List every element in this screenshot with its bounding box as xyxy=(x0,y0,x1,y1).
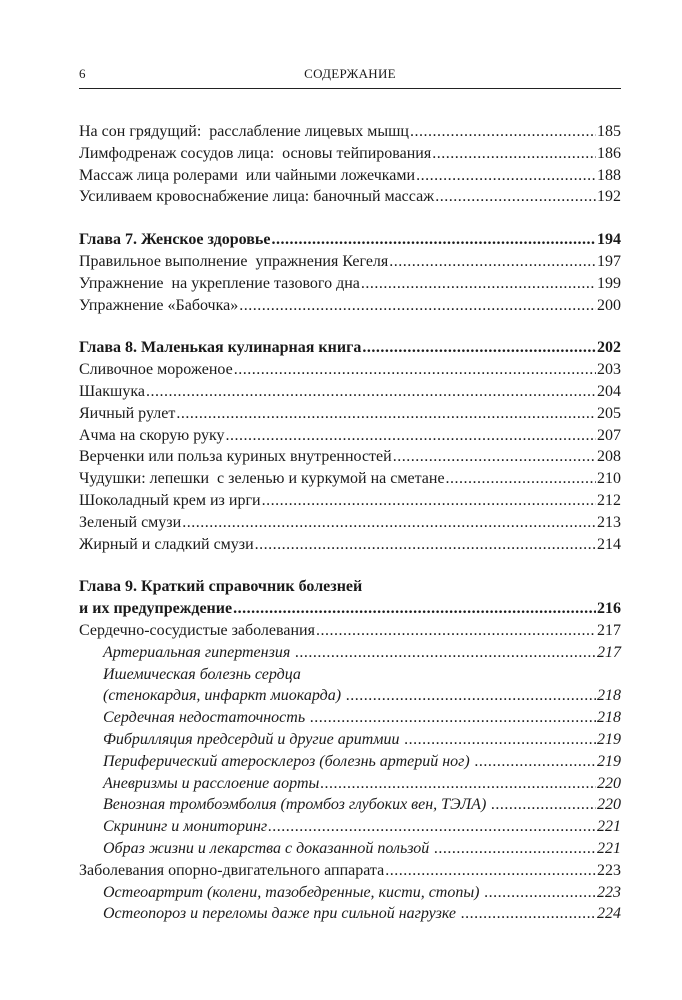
toc-entry-title: Сердечно-сосудистые заболевания xyxy=(79,621,315,639)
toc-subentry[interactable] xyxy=(79,729,621,751)
chapter-title: Глава 7. Женское здоровье xyxy=(79,231,271,249)
dot-leader xyxy=(295,642,596,664)
toc-entry-page: 223 xyxy=(597,861,621,879)
toc-subentry[interactable] xyxy=(79,838,621,860)
dot-leader xyxy=(405,729,596,751)
toc-entry-page: 220 xyxy=(597,796,621,814)
toc-subentry[interactable] xyxy=(79,794,621,816)
toc-section-cardio[interactable] xyxy=(79,620,621,642)
subentry-title-line-1: Ишемическая болезнь сердца xyxy=(103,665,301,683)
dot-leader xyxy=(362,337,596,359)
chapter-page: 194 xyxy=(597,231,621,249)
toc-entry-title: Заболевания опорно-двигательного аппарата xyxy=(79,861,385,879)
toc-entry-title: Артериальная гипертензия xyxy=(103,643,295,661)
dot-leader xyxy=(176,403,596,425)
toc-entry-title: Сердечная недостаточность xyxy=(103,709,310,727)
toc-entry-page: 221 xyxy=(597,818,621,836)
toc-entry-page: 221 xyxy=(597,839,621,857)
dot-leader xyxy=(268,816,596,838)
toc-entry-title: Яичный рулет xyxy=(79,404,176,422)
toc-entry[interactable] xyxy=(79,446,621,468)
dot-leader xyxy=(416,165,596,187)
toc-entry-page: 218 xyxy=(597,709,621,727)
dot-leader xyxy=(346,685,596,707)
table-of-contents xyxy=(79,121,621,925)
dot-leader xyxy=(146,381,596,403)
dot-leader xyxy=(182,512,596,534)
toc-entry-title: Массаж лица ролерами или чайными ложечками xyxy=(79,166,416,184)
dot-leader xyxy=(434,838,596,860)
toc-entry-page: 207 xyxy=(597,426,621,444)
toc-entry[interactable] xyxy=(79,143,621,165)
dot-leader xyxy=(255,534,596,556)
toc-entry-page: 214 xyxy=(597,535,621,553)
toc-entry-page: 219 xyxy=(597,730,621,748)
dot-leader xyxy=(432,143,596,165)
toc-entry[interactable] xyxy=(79,425,621,447)
toc-entry-title: Сливочное мороженое xyxy=(79,361,233,379)
page-number: 6 xyxy=(79,66,86,81)
toc-entry-title: Усиливаем кровоснабжение лица: баночный массаж xyxy=(79,188,435,206)
toc-entry-title: Фибрилляция предсердий и другие аритмии xyxy=(103,730,404,748)
toc-entry-page: 197 xyxy=(597,252,621,270)
toc-entry-title: Упражнение на укрепление тазового дна xyxy=(79,274,360,292)
toc-entry-title: Упражнение «Бабочка» xyxy=(79,296,239,314)
toc-entry[interactable] xyxy=(79,381,621,403)
dot-leader xyxy=(393,446,596,468)
toc-entry-title: Шоколадный крем из ирги xyxy=(79,491,261,509)
toc-entry[interactable] xyxy=(79,121,621,143)
dot-leader xyxy=(446,468,596,490)
section-gap xyxy=(79,316,621,337)
toc-chapter-7[interactable] xyxy=(79,229,621,251)
toc-entry-page: 205 xyxy=(597,404,621,422)
toc-section-musculo[interactable] xyxy=(79,860,621,882)
toc-subentry[interactable] xyxy=(79,642,621,664)
toc-entry-page: 185 xyxy=(597,123,621,140)
toc-entry-page: 218 xyxy=(597,687,621,705)
section-gap xyxy=(79,555,621,576)
toc-entry-page: 188 xyxy=(597,166,621,184)
chapter-title: Глава 8. Маленькая кулинарная книга xyxy=(79,339,362,357)
dot-leader xyxy=(310,707,596,729)
running-header xyxy=(79,66,621,89)
toc-entry-page: 203 xyxy=(597,361,621,379)
dot-leader xyxy=(491,794,596,816)
toc-entry-page: 220 xyxy=(597,774,621,792)
toc-entry-title: Остеоартрит (колени, тазобедренные, кисти, стопы) xyxy=(103,883,484,901)
toc-subentry[interactable] xyxy=(79,707,621,729)
chapter-title-line-1: Глава 9. Краткий справочник болезней xyxy=(79,578,363,596)
dot-leader xyxy=(361,273,596,295)
dot-leader xyxy=(461,903,596,925)
dot-leader xyxy=(239,295,596,317)
toc-entry[interactable] xyxy=(79,468,621,490)
toc-entry[interactable] xyxy=(79,273,621,295)
dot-leader xyxy=(389,251,596,273)
dot-leader xyxy=(320,773,596,795)
toc-entry-title: Шакшука xyxy=(79,382,145,400)
toc-entry-title: Жирный и сладкий смузи xyxy=(79,535,254,553)
toc-entry-title: Верченки или польза куриных внутренностей xyxy=(79,448,392,466)
toc-entry[interactable] xyxy=(79,295,621,317)
dot-leader xyxy=(410,121,596,143)
toc-entry-title: Периферический атеросклероз (болезнь артерий ног) xyxy=(103,752,474,770)
chapter-page: 202 xyxy=(597,339,621,357)
toc-entry-page: 213 xyxy=(597,513,621,531)
toc-entry-title: Чудушки: лепешки с зеленью и куркумой на сметане xyxy=(79,470,445,488)
toc-chapter-8[interactable] xyxy=(79,337,621,359)
toc-subentry[interactable] xyxy=(79,685,621,707)
toc-subentry[interactable] xyxy=(79,773,621,795)
dot-leader xyxy=(262,490,596,512)
dot-leader xyxy=(271,229,596,251)
toc-entry-page: 204 xyxy=(597,382,621,400)
toc-entry-title: Аневризмы и расслоение аорты xyxy=(103,774,320,792)
dot-leader xyxy=(234,359,596,381)
toc-subentry[interactable] xyxy=(79,882,621,904)
toc-entry-page: 186 xyxy=(597,144,621,162)
toc-entry-page: 210 xyxy=(597,470,621,488)
toc-entry-page: 208 xyxy=(597,448,621,466)
toc-subentry[interactable] xyxy=(79,903,621,925)
chapter-page: 216 xyxy=(597,600,621,618)
toc-entry-page: 199 xyxy=(597,274,621,292)
dot-leader xyxy=(233,598,596,620)
toc-entry-title: Правильное выполнение упражнения Кегеля xyxy=(79,252,389,270)
dot-leader xyxy=(226,425,596,447)
toc-entry[interactable] xyxy=(79,251,621,273)
toc-entry-title: На сон грядущий: расслабление лицевых мышц xyxy=(79,123,409,140)
toc-entry-title: Лимфодренаж сосудов лица: основы тейпирования xyxy=(79,144,432,162)
toc-entry[interactable] xyxy=(79,359,621,381)
toc-entry-page: 200 xyxy=(597,296,621,314)
toc-entry[interactable] xyxy=(79,490,621,512)
chapter-title-line-2: и их предупреждение xyxy=(79,600,233,618)
toc-entry-title: Венозная тромбоэмболия (тромбоз глубоких вен, ТЭЛА) xyxy=(103,796,491,814)
dot-leader xyxy=(475,751,596,773)
toc-entry[interactable] xyxy=(79,534,621,556)
dot-leader xyxy=(316,620,596,642)
dot-leader xyxy=(485,882,596,904)
running-title: СОДЕРЖАНИЕ xyxy=(304,66,396,81)
toc-entry[interactable] xyxy=(79,186,621,208)
toc-entry-title: Зеленый смузи xyxy=(79,513,182,531)
toc-entry-title: Ачма на скорую руку xyxy=(79,426,225,444)
toc-entry-title: Скрининг и мониторинг xyxy=(103,818,268,836)
toc-subentry[interactable] xyxy=(79,816,621,838)
toc-entry[interactable] xyxy=(79,403,621,425)
toc-entry[interactable] xyxy=(79,165,621,187)
toc-entry-page: 219 xyxy=(597,752,621,770)
toc-entry-title: Остеопороз и переломы даже при сильной нагрузке xyxy=(103,905,460,923)
dot-leader xyxy=(385,860,596,882)
toc-entry-page: 217 xyxy=(597,621,621,639)
toc-entry-title: Образ жизни и лекарства с доказанной пользой xyxy=(103,839,434,857)
toc-entry-page: 224 xyxy=(597,905,621,923)
toc-chapter-9[interactable] xyxy=(79,598,621,620)
toc-subentry[interactable] xyxy=(79,751,621,773)
subentry-title-line-2: (стенокардия, инфаркт миокарда) xyxy=(103,687,346,705)
section-gap xyxy=(79,208,621,229)
toc-entry-page: 217 xyxy=(597,643,621,661)
toc-entry-page: 212 xyxy=(597,491,621,509)
toc-entry-page: 192 xyxy=(597,188,621,206)
toc-entry[interactable] xyxy=(79,512,621,534)
dot-leader xyxy=(435,186,596,208)
toc-entry-page: 223 xyxy=(597,883,621,901)
